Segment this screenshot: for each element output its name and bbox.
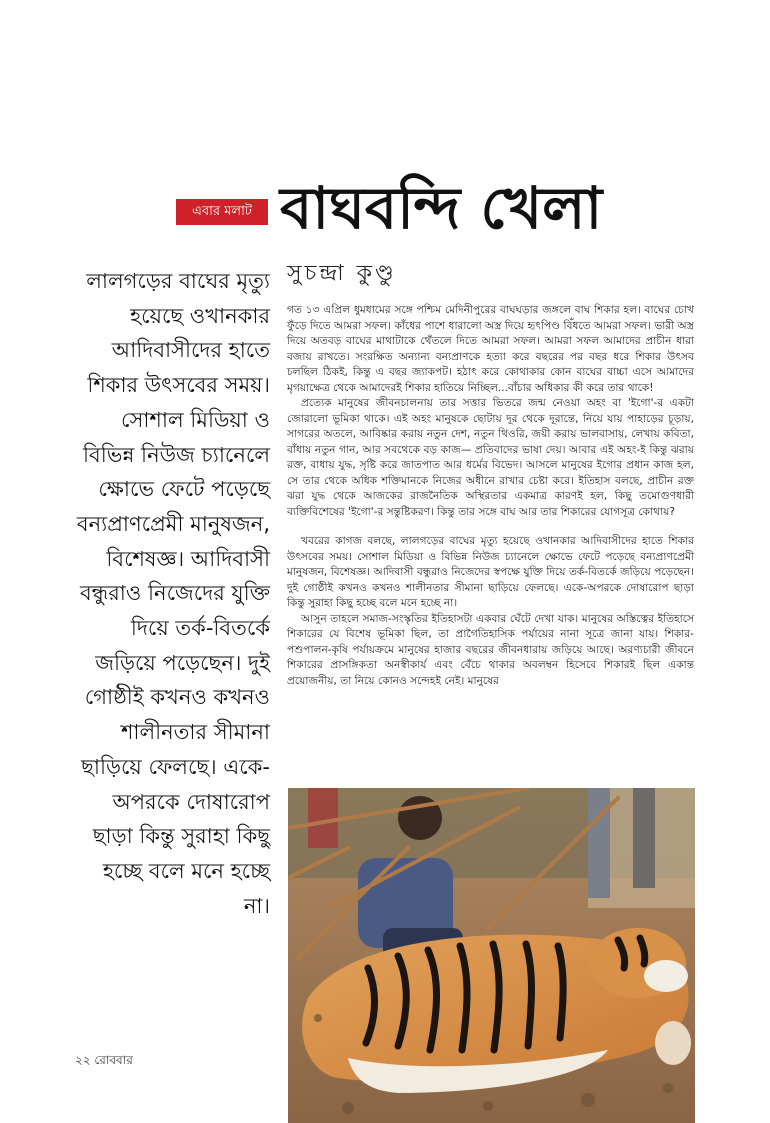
body-paragraph-4: আসুন তাহলে সমাজ-সংস্কৃতির ইতিহাসটা একবার ঘেঁটে দেখা যাক। মানুষের অস্তিত্বের ইতিহাসে শিকারের যে বিশেষ ভূমিকা ছিল, তা প্রাগৈতিহাসিক পর্যায়ের নানা সূত্রে জানা যায়। শিকার-পশুপালন-কৃষি পর্যায়ক্রমে মানুষের হাজার বছরের জীবনধারায় জড়িয়ে আছে। অরণ্যচারী জীবনে শিকারের প্রাসঙ্গিকতা অনস্বীকার্য এবং বেঁচে থাকার অবলম্বন হিসেবে শিকারই ছিল একান্ত প্রয়োজনীয়, তা নিয়ে কোনও সন্দেহই নেই। মানুষের <box>287 612 694 687</box>
article-body <box>287 303 694 689</box>
page-footer: ২২ রোববার <box>75 1053 133 1067</box>
article-byline: সুচন্দ্রা কুণ্ডু <box>287 261 397 286</box>
section-kicker-badge: এবার মলাট <box>176 199 268 225</box>
tiger-photo <box>288 788 695 1123</box>
body-paragraph-1: গত ১৩ এপ্রিল ধুমধামের সঙ্গে পশ্চিম মেদিনীপুরের বাঘঘড়ার জঙ্গলে বাঘ শিকার হল। বাঘের চোখ ফুঁড়ে দিতে আমরা সফল। কাঁধের পাশে ধারালো অস্ত্র দিয়ে হৃৎপিণ্ড বিঁধতে আমরা সফল। ভারী অস্ত্র দিয়ে অতবড় বাঘের মাথাটাকে থেঁতলে দিতে আমরা সফল। আমরা সফল আমাদের প্রাচীন ধারা বজায় রাখতে। সংরক্ষিত অন্যান্য বন্যপ্রাণকে হত্যা করে বছরের পর বছর ধরে শিকার উৎসব চলছিল ঠিকই, কিন্তু এ বছর জ্যাকপট। হঠাৎ করে কোথাকার কোন বাঘের বাচ্চা এসে আমাদের মৃগয়াক্ষেত্র থেকে আমাদেরই শিকার হাতিয়ে নিচ্ছিল...বাঁচার অধিকার কী করে তার থাকে! <box>287 304 694 394</box>
article-headline: বাঘবন্দি খেলা <box>280 174 603 242</box>
body-paragraph-3: খবরের কাগজ বলছে, লালগড়ের বাঘের মৃত্যু হয়েছে ওখানকার আদিবাসীদের হাতে শিকার উৎসবের সময়। সোশাল মিডিয়া ও বিভিন্ন নিউজ চ্যানেলে ক্ষোভে ফেটে পড়েছে বন্যপ্রাণপ্রেমী মানুষজন, বিশেষজ্ঞ। আদিবাসী বন্ধুরাও নিজেদের স্বপক্ষে যুক্তি দিয়ে তর্ক-বিতর্কে জড়িয়ে পড়েছেন। দুই গোষ্ঠীই কখনও কখনও শালীনতার সীমানা ছাড়িয়ে ফেলছে। একে-অপরকে দোষারোপ ছাড়া কিন্তু সুরাহা কিছু হচ্ছে বলে মনে হচ্ছে না। <box>287 535 694 609</box>
pull-quote: লালগড়ের বাঘের মৃত্যু হয়েছে ওখানকার আদিবাসীদের হাতে শিকার উৎসবের সময়। সোশাল মিডিয়া ও বিভিন্ন নিউজ চ্যানেলে ক্ষোভে ফেটে পড়েছে বন্যপ্রাণপ্রেমী মানুষজন, বিশেষজ্ঞ। আদিবাসী বন্ধুরাও নিজেদের যুক্তি দিয়ে তর্ক-বিতর্কে জড়িয়ে পড়েছেন। দুই গোষ্ঠীই কখনও কখনও শালীনতার সীমানা ছাড়িয়ে ফেলছে। একে-অপরকে দোষারোপ ছাড়া কিন্তু সুরাহা কিছু হচ্ছে বলে মনে হচ্ছে না। <box>76 269 270 918</box>
body-paragraph-2: প্রত্যেক মানুষের জীবনচালনায় তার সত্তার ভিতরে জন্ম নেওয়া অহং বা 'ইগো'-র একটা জোরালো ভূমিকা থাকে। এই অহং মানুষকে ছোটায় দূর থেকে দূরান্তে, নিয়ে যায় পাহাড়ের চূড়ায়, সাগরের অতলে, আবিষ্কার করায় নতুন দেশ, নতুন থিওরি, জয়ী করায় ভালবাসায়, লেখায় কবিতা, বাঁধায় নতুন গান, আর সবথেকে বড় কাজ— প্রতিবাদের ভাষা দেয়। আবার এই অহং-ই কিন্তু ঝরায় রক্ত, বাধায় যুদ্ধ, সৃষ্টি করে জাতপাত আর ধর্মের বিভেদ। আসলে মানুষের ইগোর প্রধান কাজ হল, সে তার থেকে অধিক শক্তিমানকে নিজের অধীনে রাখার চেষ্টা করে। ইতিহাস বলছে, প্রাচীন রক্ত ঝরা যুদ্ধ থেকে আজকের রাজনৈতিক অস্থিরতার একমাত্র কারণই হল, কিছু তমোগুণধারী ব্যক্তিবিশেষের 'ইগো'-র সন্তুষ্টিকরণ। কিন্তু তার সঙ্গে বাঘ আর তার শিকারের যোগসূত্র কোথায়? <box>287 397 694 518</box>
